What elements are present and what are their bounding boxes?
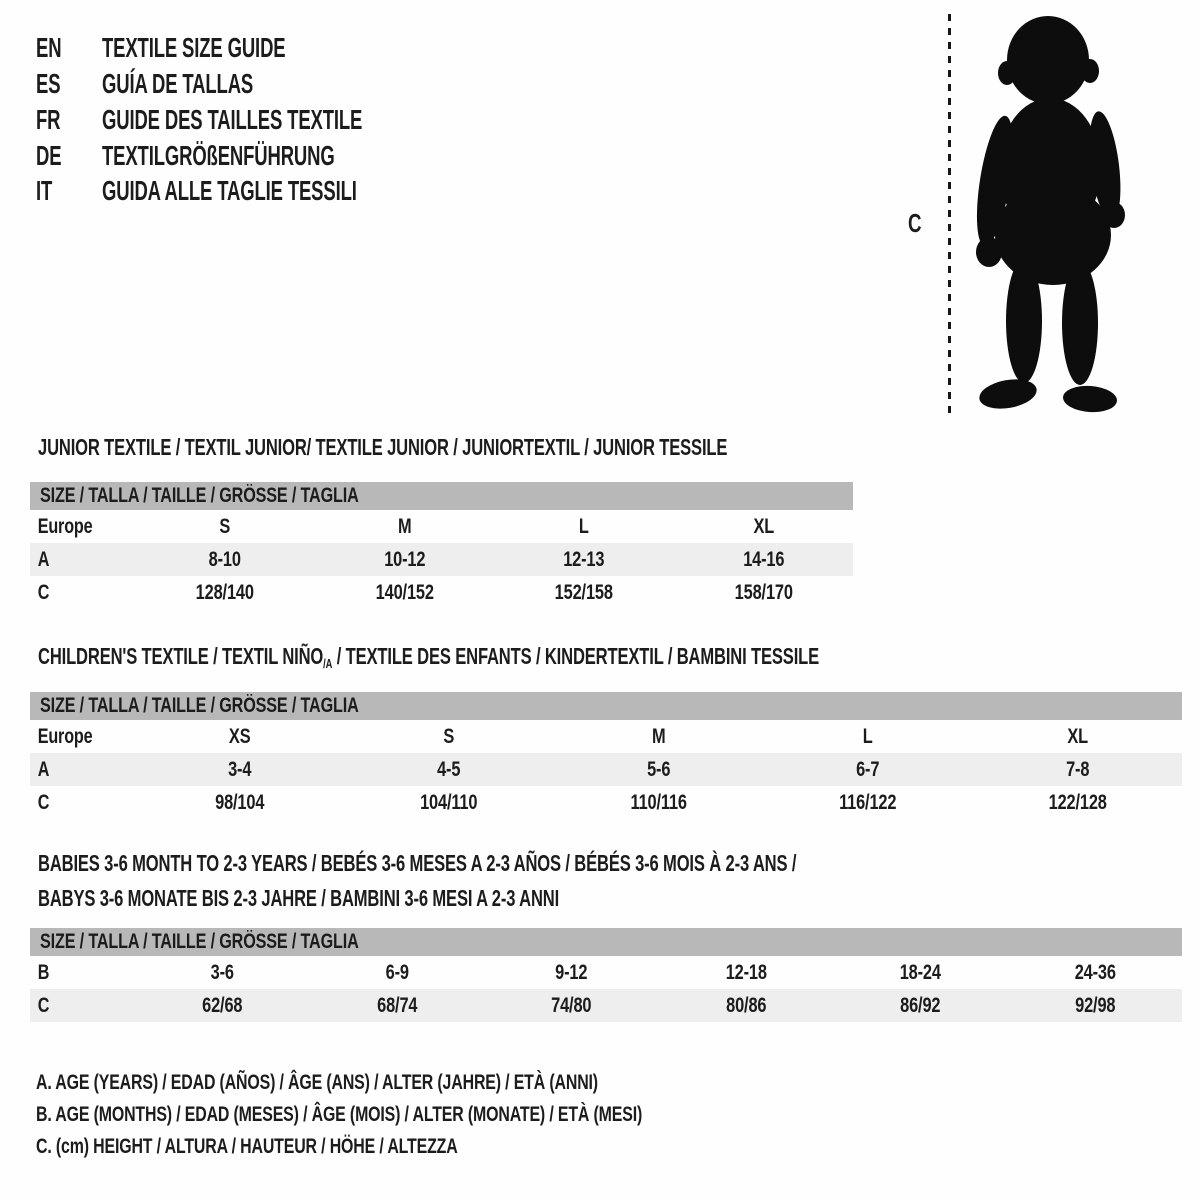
lang-row-es (36, 69, 253, 99)
age-cell: 12-13 (563, 547, 605, 571)
children-row-age (30, 753, 1182, 786)
height-cell: 110/116 (630, 790, 687, 814)
height-cell: 86/92 (900, 993, 941, 1017)
height-cell: 68/74 (376, 993, 417, 1017)
babies-title-text: BABIES 3-6 MONTH TO 2-3 YEARS / BEBÉS 3-6 MESES A 2-3 AÑOS / BÉBÉS 3-6 MOIS À 2-3 ANS / (38, 850, 797, 876)
lang-code: FR (36, 104, 61, 135)
toddler-silhouette-shape (970, 16, 1126, 414)
babies-title-text: BABYS 3-6 MONATE BIS 2-3 JAHRE / BAMBINI 3-6 MESI A 2-3 ANNI (38, 885, 560, 911)
legend-line-a (36, 1071, 795, 1093)
lang-title: GUÍA DE TALLAS (102, 68, 254, 99)
size-cell: M (651, 724, 666, 748)
height-cell: 92/98 (1074, 993, 1115, 1017)
size-cell: XL (752, 514, 774, 538)
months-cell: 3-6 (210, 960, 234, 984)
babies-size-header-row (30, 928, 1182, 956)
title-subscript: /A (323, 656, 333, 671)
size-cell: M (397, 514, 411, 538)
lang-row-fr (36, 105, 362, 135)
title-part: / TEXTILE DES ENFANTS / KINDERTEXTIL / BAMBINI TESSILE (332, 643, 820, 669)
row-label: B (37, 960, 50, 984)
age-cell: 10-12 (383, 547, 425, 571)
title-part: CHILDREN'S TEXTILE / TEXTIL NIÑO (38, 643, 324, 669)
junior-size-header-row (30, 482, 853, 510)
size-cell: XL (1067, 724, 1088, 748)
junior-row-age (30, 543, 853, 576)
row-label: A (37, 547, 50, 571)
children-size-header-row (30, 692, 1182, 720)
row-label: C (37, 580, 50, 604)
row-label: Europe (37, 514, 93, 538)
height-cell: 122/128 (1048, 790, 1107, 814)
age-cell: 4-5 (437, 757, 461, 781)
age-cell: 8-10 (208, 547, 241, 571)
children-section-title-text (38, 644, 819, 676)
children-row-europe (30, 720, 1182, 753)
size-cell: L (578, 514, 589, 538)
row-label: Europe (37, 724, 93, 748)
size-cell: S (443, 724, 455, 748)
lang-row-it (36, 176, 357, 206)
junior-section-title-text: JUNIOR TEXTILE / TEXTIL JUNIOR/ TEXTILE JUNIOR / JUNIORTEXTIL / JUNIOR TESSILE (38, 434, 728, 460)
babies-row-months (30, 956, 1182, 989)
babies-row-height (30, 989, 1182, 1022)
lang-row-de (36, 141, 335, 171)
children-size-table (30, 692, 1182, 819)
legend-line-b (36, 1103, 855, 1125)
size-header-text: SIZE / TALLA / TAILLE / GRÖSSE / TAGLIA (40, 694, 359, 717)
junior-row-europe (30, 510, 853, 543)
babies-section-title-line1 (38, 851, 1091, 875)
height-measure-label-c: C (908, 208, 922, 238)
height-cell: 140/152 (375, 580, 434, 604)
age-cell: 14-16 (742, 547, 784, 571)
age-cell: 3-4 (228, 757, 252, 781)
height-cell: 80/86 (725, 993, 766, 1017)
children-section-title (38, 644, 1123, 676)
age-cell: 5-6 (646, 757, 671, 781)
height-cell: 74/80 (551, 993, 592, 1017)
legend-text: B. AGE (MONTHS) / EDAD (MESES) / ÂGE (MOIS) / ALTER (MONATE) / ETÀ (MESI) (36, 1102, 643, 1126)
babies-section-title-line2 (38, 886, 762, 910)
legend-text: A. AGE (YEARS) / EDAD (AÑOS) / ÂGE (ANS) / ALTER (JAHRE) / ETÀ (ANNI) (36, 1070, 598, 1094)
row-label: C (37, 993, 50, 1017)
size-cell: XS (228, 724, 251, 748)
age-cell: 6-7 (856, 757, 880, 781)
height-cell: 116/122 (839, 790, 897, 814)
height-measure-dashed-line (948, 14, 951, 416)
months-cell: 18-24 (899, 960, 941, 984)
size-header-text: SIZE / TALLA / TAILLE / GRÖSSE / TAGLIA (40, 930, 359, 953)
height-cell: 98/104 (215, 790, 265, 814)
height-cell: 152/158 (554, 580, 613, 604)
lang-code: DE (36, 140, 62, 171)
junior-row-height (30, 576, 853, 609)
size-cell: S (219, 514, 231, 538)
height-cell: 158/170 (734, 580, 793, 604)
height-cell: 62/68 (202, 993, 243, 1017)
age-cell: 7-8 (1065, 757, 1089, 781)
months-cell: 6-9 (385, 960, 409, 984)
lang-code: EN (36, 32, 62, 63)
lang-code: ES (36, 68, 61, 99)
row-label: A (37, 757, 50, 781)
legend-text: C. (cm) HEIGHT / ALTURA / HAUTEUR / HÖHE / ALTEZZA (36, 1134, 458, 1158)
junior-size-table (30, 482, 853, 609)
height-cell: 104/110 (420, 790, 478, 814)
lang-row-en (36, 33, 285, 63)
size-header-text: SIZE / TALLA / TAILLE / GRÖSSE / TAGLIA (40, 484, 359, 507)
months-cell: 9-12 (555, 960, 588, 984)
months-cell: 12-18 (725, 960, 767, 984)
legend-line-c (36, 1135, 606, 1157)
children-row-height (30, 786, 1182, 819)
lang-title: GUIDA ALLE TAGLIE TESSILI (102, 175, 357, 206)
lang-title: TEXTILE SIZE GUIDE (102, 32, 286, 63)
toddler-silhouette-image (963, 16, 1139, 418)
babies-size-table (30, 928, 1182, 1022)
lang-title: GUIDE DES TAILLES TEXTILE (102, 104, 363, 135)
junior-section-title (38, 435, 995, 459)
months-cell: 24-36 (1074, 960, 1116, 984)
lang-title: TEXTILGRÖßENFÜHRUNG (102, 140, 335, 171)
lang-code: IT (36, 175, 53, 206)
size-cell: L (862, 724, 873, 748)
row-label: C (37, 790, 50, 814)
height-cell: 128/140 (195, 580, 254, 604)
